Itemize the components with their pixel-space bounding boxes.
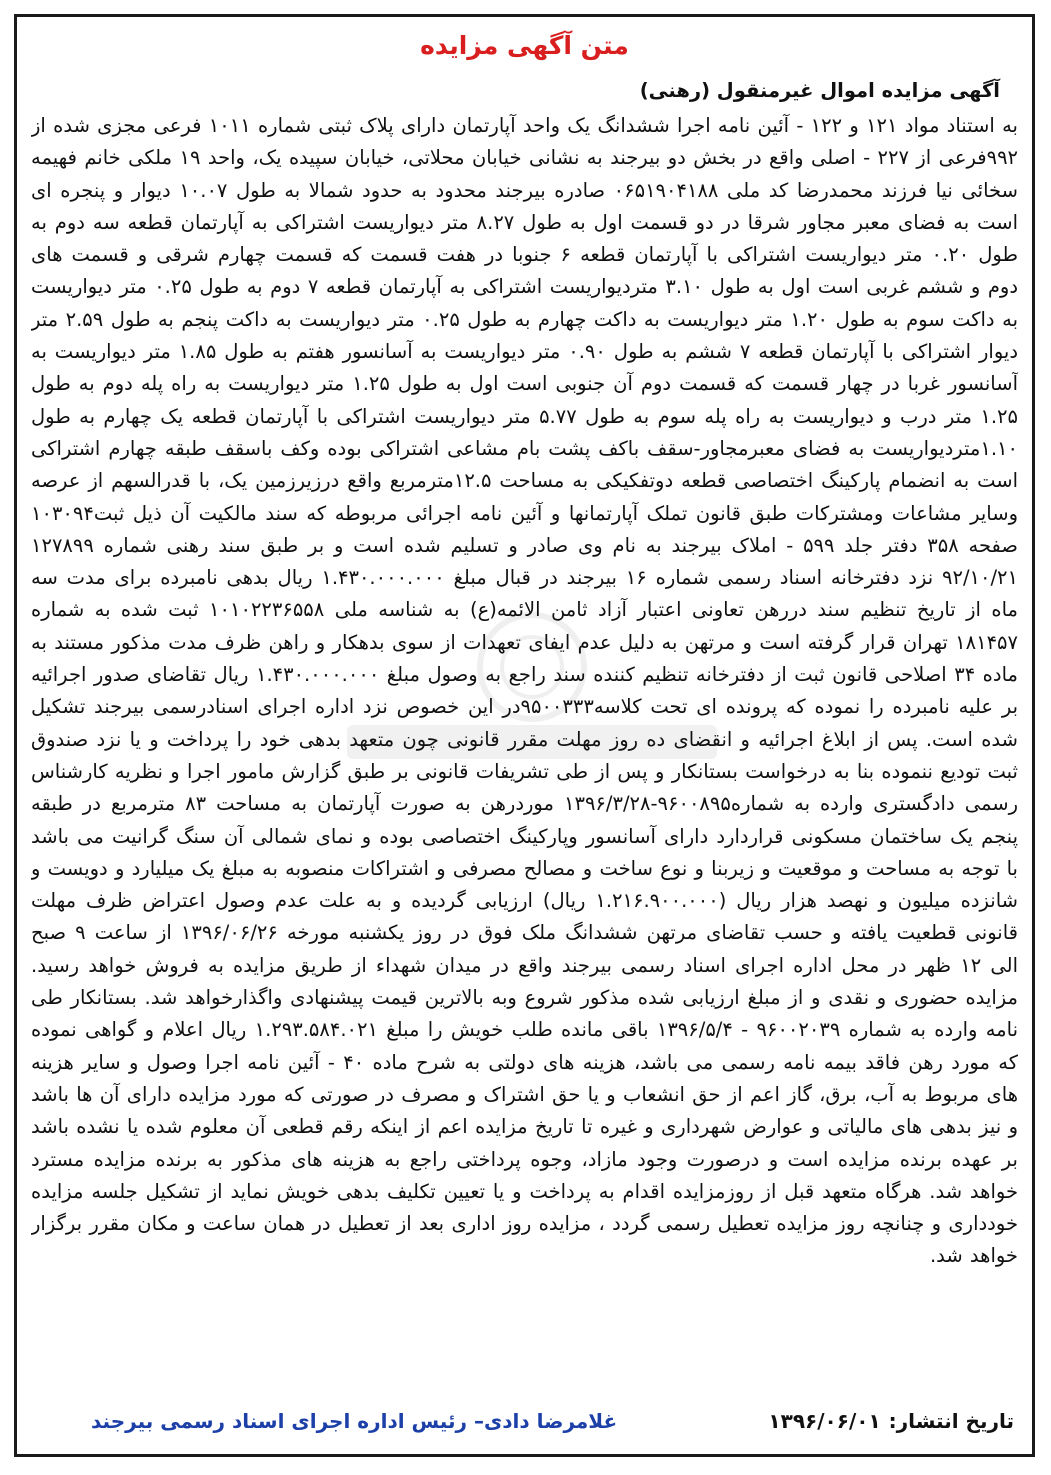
publish-date-line <box>768 1409 1014 1433</box>
notice-title: متن آگهی مزایده <box>420 31 629 60</box>
notice-frame <box>14 14 1035 1457</box>
signature-line: غلامرضا دادی– رئیس اداره اجرای اسناد رسمی بیرجند <box>91 1409 618 1433</box>
publish-date-value: ۱۳۹۶/۰۶/۰۱ <box>768 1409 881 1433</box>
publish-date-label: تاریخ انتشار: <box>888 1409 1014 1433</box>
notice-body: به استناد مواد ۱۲۱ و ۱۲۲ - آئین نامه اجرا ششدانگ یک واحد آپارتمان دارای پلاک ثبتی شماره ۱۰۱۱ فرعی مجزی شده از ۹۹۲فرعی از ۲۲۷ - اصلی واقع در بخش دو بیرجند به نشانی خیابان محلاتی، خیابان سپیده یک، واحد ۱۹ ملکی خانم فهیمه سخائی نیا فرزند محمدرضا کد ملی ۰۶۵۱۹۰۴۱۸۸ صادره بیرجند محدود به حدود شمالا به طول ۱۰.۰۷ دیوار و پنجره ای است به فضای معبر مجاور شرقا در دو قسمت اول به طول ۸.۲۷ متر دیواریست اشتراکی به آپارتمان قطعه سه دوم به طول ۰.۲۰ متر دیواریست اشتراکی با آپارتمان قطعه ۶ جنوبا در هفت قسمت که قسمت چهارم شرقی و قسمت های دوم و ششم غربی است اول به طول ۳.۱۰ متردیواریست اشتراکی به آپارتمان قطعه ۷ دوم به طول ۰.۲۵ متر دیواریست به داکت سوم به طول ۱.۲۰ متر دیواریست به داکت چهارم به طول ۰.۲۵ متر دیواریست به داکت پنجم به طول ۲.۵۹ متر دیوار اشتراکی با آپارتمان قطعه ۷ ششم به طول ۰.۹۰ متر دیواریست به آسانسور هفتم به طول ۱.۸۵ متر دیواریست به آسانسور غربا در چهار قسمت که قسمت دوم آن جنوبی است اول به طول ۱.۲۵ متر دیواریست به راه پله دوم به طول ۱.۲۵ متر درب و دیواریست به راه پله سوم به طول ۵.۷۷ متر دیواریست اشتراکی با آپارتمان قطعه یک چهارم به طول ۱.۱۰متردیواریست به فضای معبرمجاور-سقف باکف پشت بام مشاعی اشتراکی بوده وکف باسقف طبقه چهارم اشتراکی است به انضمام پارکینگ اختصاصی قطعه دوتفکیکی به مساحت ۱۲.۵مترمربع واقع درزیرزمین یک، با قدرالسهم از عرصه وسایر مشاعات ومشترکات طبق قانون تملک آپارتمانها و آئین نامه اجرائی مربوطه که سند مالکیت آن ذیل ثبت۱۰۳۰۹۴ صفحه ۳۵۸ دفتر جلد ۵۹۹ - املاک بیرجند به نام وی صادر و تسلیم شده است و بر طبق سند رهنی شماره ۱۲۷۸۹۹ ۹۲/۱۰/۲۱ نزد دفترخانه اسناد رسمی شماره ۱۶ بیرجند در قبال مبلغ ۱.۴۳۰.۰۰۰.۰۰۰ ریال بدهی نامبرده برای مدت سه ماه از تاریخ تنظیم سند دررهن تعاونی اعتبار آزاد ثامن الائمه(ع) به شناسه ملی ۱۰۱۰۲۲۳۶۵۵۸ ثبت شده به شماره ۱۸۱۴۵۷ تهران قرار گرفته است و مرتهن به دلیل عدم ایفای تعهدات از سوی بدهکار و راهن ظرف مدت مذکور مستند به ماده ۳۴ اصلاحی قانون ثبت از دفترخانه تنظیم کننده سند راجع به وصول مبلغ ۱.۴۳۰.۰۰۰.۰۰۰ ریال تقاضای صدور اجرائیه بر علیه نامبرده را نموده که پرونده ای تحت کلاسه۹۵۰۰۳۳۳در این خصوص نزد اداره اجرای اسنادرسمی بیرجند تشکیل شده است. پس از ابلاغ اجرائیه و انقضای ده روز مهلت مقرر قانونی چون متعهد بدهی خود را پرداخت و یا نزد صندوق ثبت تودیع ننموده بنا به درخواست بستانکار و پس از طی تشریفات قانونی بر طبق گزارش مامور اجرا و نظریه کارشناس رسمی دادگستری وارده به شماره۹۶۰۰۸۹۵-۱۳۹۶/۳/۲۸ موردرهن به صورت آپارتمان به مساحت ۸۳ مترمربع در طبقه پنجم یک ساختمان مسکونی قراردارد دارای آسانسور وپارکینگ اختصاصی بوده و نمای شمالی آن سنگ گرانیت می باشد با توجه به مساحت و موقعیت و زیربنا و نوع ساخت و مصالح مصرفی و اشتراکات منصوبه به مبلغ یک میلیارد و دویست و شانزده میلیون و نهصد هزار ریال (۱.۲۱۶.۹۰۰.۰۰۰ ریال) ارزیابی گردیده و به علت عدم وصول اعتراض ظرف مهلت قانونی قطعیت یافته و حسب تقاضای مرتهن ششدانگ ملک فوق در روز یکشنبه مورخه ۱۳۹۶/۰۶/۲۶ از ساعت ۹ صبح الی ۱۲ ظهر در محل اداره اجرای اسناد رسمی بیرجند واقع در میدان شهداء از طریق مزایده به فروش خواهد رسید. مزایده حضوری و نقدی و از مبلغ ارزیابی شده مذکور شروع وبه بالاترین قیمت پیشنهادی واگذارخواهد شد. بستانکار طی نامه وارده به شماره ۹۶۰۰۲۰۳۹ - ۱۳۹۶/۵/۴ باقی مانده طلب خویش را مبلغ ۱.۲۹۳.۵۸۴.۰۲۱ ریال اعلام و گواهی نموده که مورد رهن فاقد بیمه نامه رسمی می باشد، هزینه های دولتی به شرح ماده ۴۰ - آئین نامه اجرا وصول و سایر هزینه های مربوط به آب، برق، گاز اعم از حق انشعاب و یا حق اشتراک و مصرف در صورتی که مورد مزایده دارای آن ها باشد و نیز بدهی های مالیاتی و عوارض شهرداری و غیره تا تاریخ مزایده اعم از اینکه رقم قطعی آن معلوم شده یا نشده باشد بر عهده برنده مزایده است و درصورت وجود مازاد، وجوه پرداختی راجع به هزینه های مذکور به برنده مزایده مسترد خواهد شد. هرگاه متعهد قبل از روزمزایده اقدام به پرداخت و یا تعیین تکلیف بدهی خویش نماید از تشکیل جلسه مزایده خودداری و چنانچه روز مزایده تعطیل رسمی گردد ، مزایده روز اداری بعد از تعطیل در همان ساعت و مکان مقرر برگزار خواهد شد. <box>31 114 1018 1268</box>
notice-footer <box>31 1409 1018 1445</box>
notice-heading: آگهی مزایده اموال غیرمنقول (رهنی) <box>639 79 1000 102</box>
